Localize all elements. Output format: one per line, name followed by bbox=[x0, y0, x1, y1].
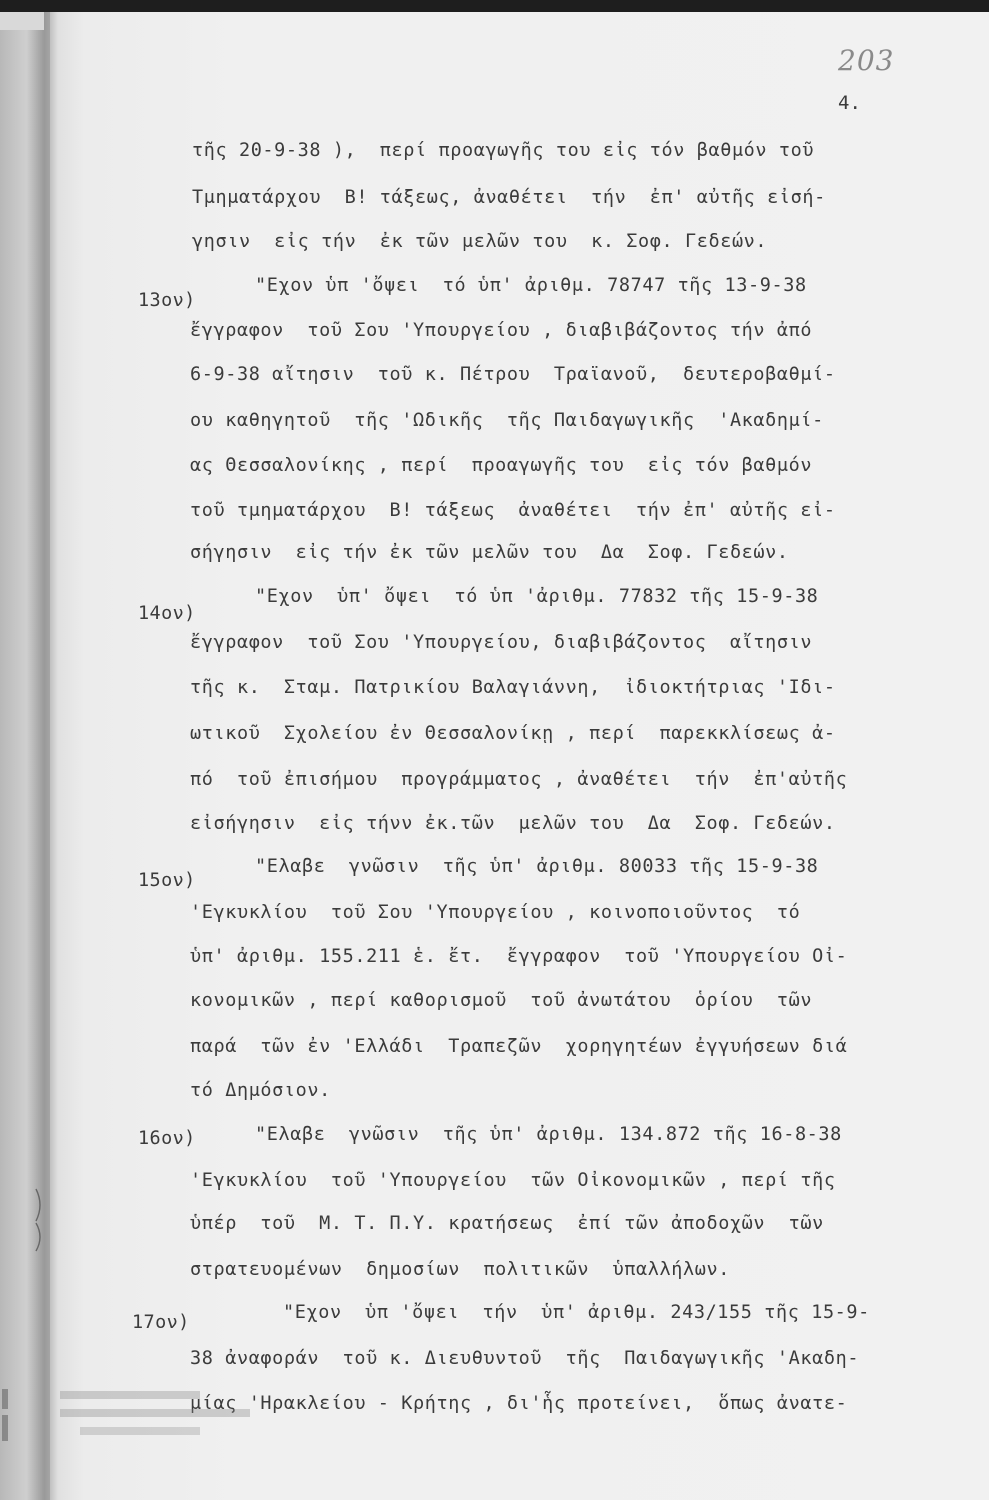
text-line: μίας 'Ηρακλείου - Κρήτης , δι'ἧς προτείνει, ὅπως ἀνατε- bbox=[190, 1393, 848, 1414]
text-line: ας Θεσσαλονίκης , περί προαγωγῆς του εἰς τόν βαθμόν bbox=[190, 455, 813, 476]
text-line: εἰσήγησιν εἰς τήνν ἐκ.τῶν μελῶν του Δα Σοφ. Γεδεών. bbox=[190, 813, 836, 834]
text-line: ὑπέρ τοῦ Μ. Τ. Π.Υ. κρατήσεως ἐπί τῶν ἀποδοχῶν τῶν bbox=[190, 1213, 824, 1234]
text-line: "Εχον ὑπ' ὄψει τό ὑπ 'ἀριθμ. 77832 τῆς 15-9-38 bbox=[255, 586, 819, 607]
text-line: "Εχον ὑπ 'ὄψει τήν ὑπ' ἀριθμ. 243/155 τῆς 15-9- bbox=[283, 1302, 870, 1323]
margin-bracket-marks bbox=[30, 1185, 60, 1255]
item-number: 17ον) bbox=[132, 1312, 190, 1333]
text-line: γησιν εἰς τήν ἐκ τῶν μελῶν του κ. Σοφ. Γεδεών. bbox=[192, 231, 768, 252]
handwritten-folio-number: 203 bbox=[838, 44, 895, 77]
text-line: κονομικῶν , περί καθορισμοῦ τοῦ ἀνωτάτου ὁρίου τῶν bbox=[190, 990, 813, 1011]
text-line: 6-9-38 αἴτησιν τοῦ κ. Πέτρου Τραϊανοῦ, δευτεροβαθμί- bbox=[190, 364, 836, 385]
scan-top-border bbox=[0, 0, 989, 12]
item-number: 14ον) bbox=[138, 603, 196, 624]
text-line: τῆς 20-9-38 ), περί προαγωγῆς του εἰς τόν βαθμόν τοῦ bbox=[192, 140, 815, 161]
item-number: 15ον) bbox=[138, 870, 196, 891]
text-line: τῆς κ. Σταμ. Πατρικίου Βαλαγιάννη, ἰδιοκτήτριας 'Ιδι- bbox=[190, 677, 836, 698]
item-number: 13ον) bbox=[138, 290, 196, 311]
text-line: 'Εγκυκλίου τοῦ Σου 'Υπουργείου , κοινοποιοῦντος τό bbox=[190, 902, 801, 923]
text-line: "Εχον ὑπ 'ὄψει τό ὑπ' ἀριθμ. 78747 τῆς 13-9-38 bbox=[255, 275, 807, 296]
text-line: "Ελαβε γνῶσιν τῆς ὑπ' ἀριθμ. 134.872 τῆς 16-8-38 bbox=[255, 1124, 842, 1145]
page-gutter-shadow bbox=[44, 12, 50, 1500]
text-line: 38 ἀναφοράν τοῦ κ. Διευθυντοῦ τῆς Παιδαγωγικῆς 'Ακαδη- bbox=[190, 1348, 860, 1369]
text-line: παρά τῶν ἐν 'Ελλάδι Τραπεζῶν χορηγητέων ἐγγυήσεων διά bbox=[190, 1036, 848, 1057]
text-line: "Ελαβε γνῶσιν τῆς ὑπ' ἀριθμ. 80033 τῆς 15-9-38 bbox=[255, 856, 819, 877]
text-line: σήγησιν εἰς τήν ἐκ τῶν μελῶν του Δα Σοφ. Γεδεών. bbox=[190, 542, 789, 563]
text-line: 'Εγκυκλίου τοῦ 'Υπουργείου τῶν Οἰκονομικῶν , περί τῆς bbox=[190, 1170, 836, 1191]
text-line: ου καθηγητοῦ τῆς 'Ωδικῆς τῆς Παιδαγωγικῆς 'Ακαδημί- bbox=[190, 410, 824, 431]
text-line: τοῦ τμηματάρχου Β! τάξεως ἀναθέτει τήν ἐπ' αὐτῆς εἰ- bbox=[190, 500, 836, 521]
text-line: Τμηματάρχου Β! τάξεως, ἀναθέτει τήν ἐπ' αὐτῆς εἰσή- bbox=[192, 187, 826, 208]
text-line: τό Δημόσιον. bbox=[190, 1080, 331, 1101]
text-line: ἔγγραφον τοῦ Σου 'Υπουργείου , διαβιβάζοντος τήν ἀπό bbox=[190, 320, 813, 341]
text-line: ὑπ' ἀριθμ. 155.211 ἑ. ἔτ. ἔγγραφον τοῦ 'Υπουργείου Οἰ- bbox=[190, 946, 848, 967]
item-number: 16ον) bbox=[138, 1128, 196, 1149]
facing-page-edge bbox=[0, 30, 44, 1500]
text-line: στρατευομένων δημοσίων πολιτικῶν ὑπαλλήλων. bbox=[190, 1259, 730, 1280]
faded-stamp-mark bbox=[0, 1385, 260, 1445]
text-line: πό τοῦ ἐπισήμου προγράμματος , ἀναθέτει τήν ἐπ'αὐτῆς bbox=[190, 769, 848, 790]
text-line: ἔγγραφον τοῦ Σου 'Υπουργείου, διαβιβάζοντος αἴτησιν bbox=[190, 632, 813, 653]
text-line: ωτικοῦ Σχολείου ἐν Θεσσαλονίκῃ , περί παρεκκλίσεως ἀ- bbox=[190, 723, 836, 744]
page-number: 4. bbox=[838, 92, 861, 114]
